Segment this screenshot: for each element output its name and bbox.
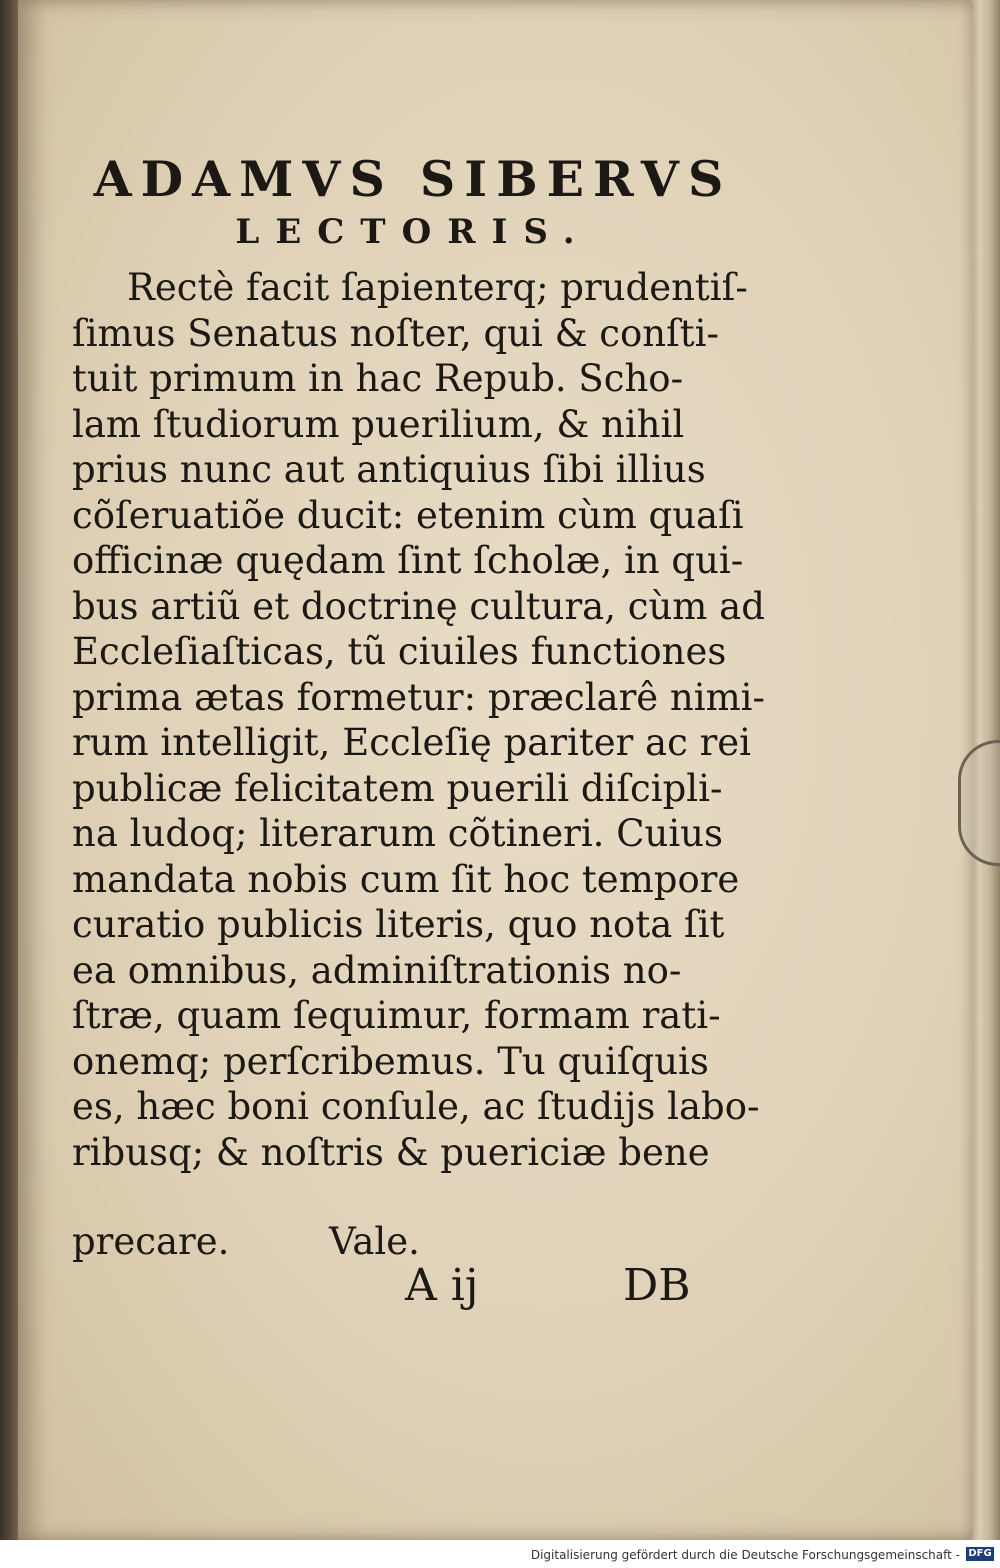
catchword: DB [623,1260,691,1311]
text-line: officinæ quędam ſint ſcholæ, in qui- [72,539,744,582]
text-line: onemq; perſcribemus. Tu quiſquis [72,1039,709,1083]
page-subheading: LECTORIS. [235,212,591,252]
text-line: cõſeruatiõe ducit: etenim cùm quaſi [72,493,744,537]
footer-credit: Digitalisierung gefördert durch die Deutsche Forschungsgemeinschaft - [530,1548,960,1562]
text-line: es, hæc boni conſule, ac ſtudijs labo- [72,1085,760,1128]
text-line: Rectè facit ſapienterq; prudentiſ- [127,266,748,309]
text-line: bus artiũ et doctrinę cultura, cùm ad [72,584,765,628]
text-line: rum intelligit, Eccleſię pariter ac rei [72,721,752,764]
text-line: na ludoq; literarum cõtineri. Cuius [72,812,723,855]
signature-mark: A ij [405,1260,479,1311]
signature-line [405,1260,691,1311]
text-line: ribusq; & noſtris & puericiæ bene [72,1130,710,1174]
text-line: lam ſtudiorum puerilium, & nihil [72,402,685,446]
closing-word: precare. [72,1220,230,1263]
dfg-logo: DFG [966,1547,994,1561]
page-heading: ADAMVS SIBERVS [93,150,733,208]
closing-line [72,1220,420,1263]
valediction: Vale. [329,1220,420,1263]
text-line: ſimus Senatus noſter, qui & conſti- [72,311,720,355]
text-line: ſtræ, quam ſequimur, formam rati- [72,994,721,1037]
text-line: ea omnibus, adminiſtrationis no- [72,948,682,992]
page-clip [958,740,1000,866]
body-text [72,265,766,1175]
text-line: Eccleſiaſticas, tũ ciuiles functiones [72,630,727,673]
text-line: tuit primum in hac Repub. Scho- [72,357,684,400]
text-line: publicæ felicitatem puerili diſcipli- [72,766,723,810]
text-line: prima ætas formetur: præclarê nimi- [72,675,766,719]
text-line: prius nunc aut antiquius ſibi illius [72,448,706,491]
text-line: curatio publicis literis, quo nota ſit [72,903,725,946]
text-line: mandata nobis cum ſit hoc tempore [72,857,740,901]
